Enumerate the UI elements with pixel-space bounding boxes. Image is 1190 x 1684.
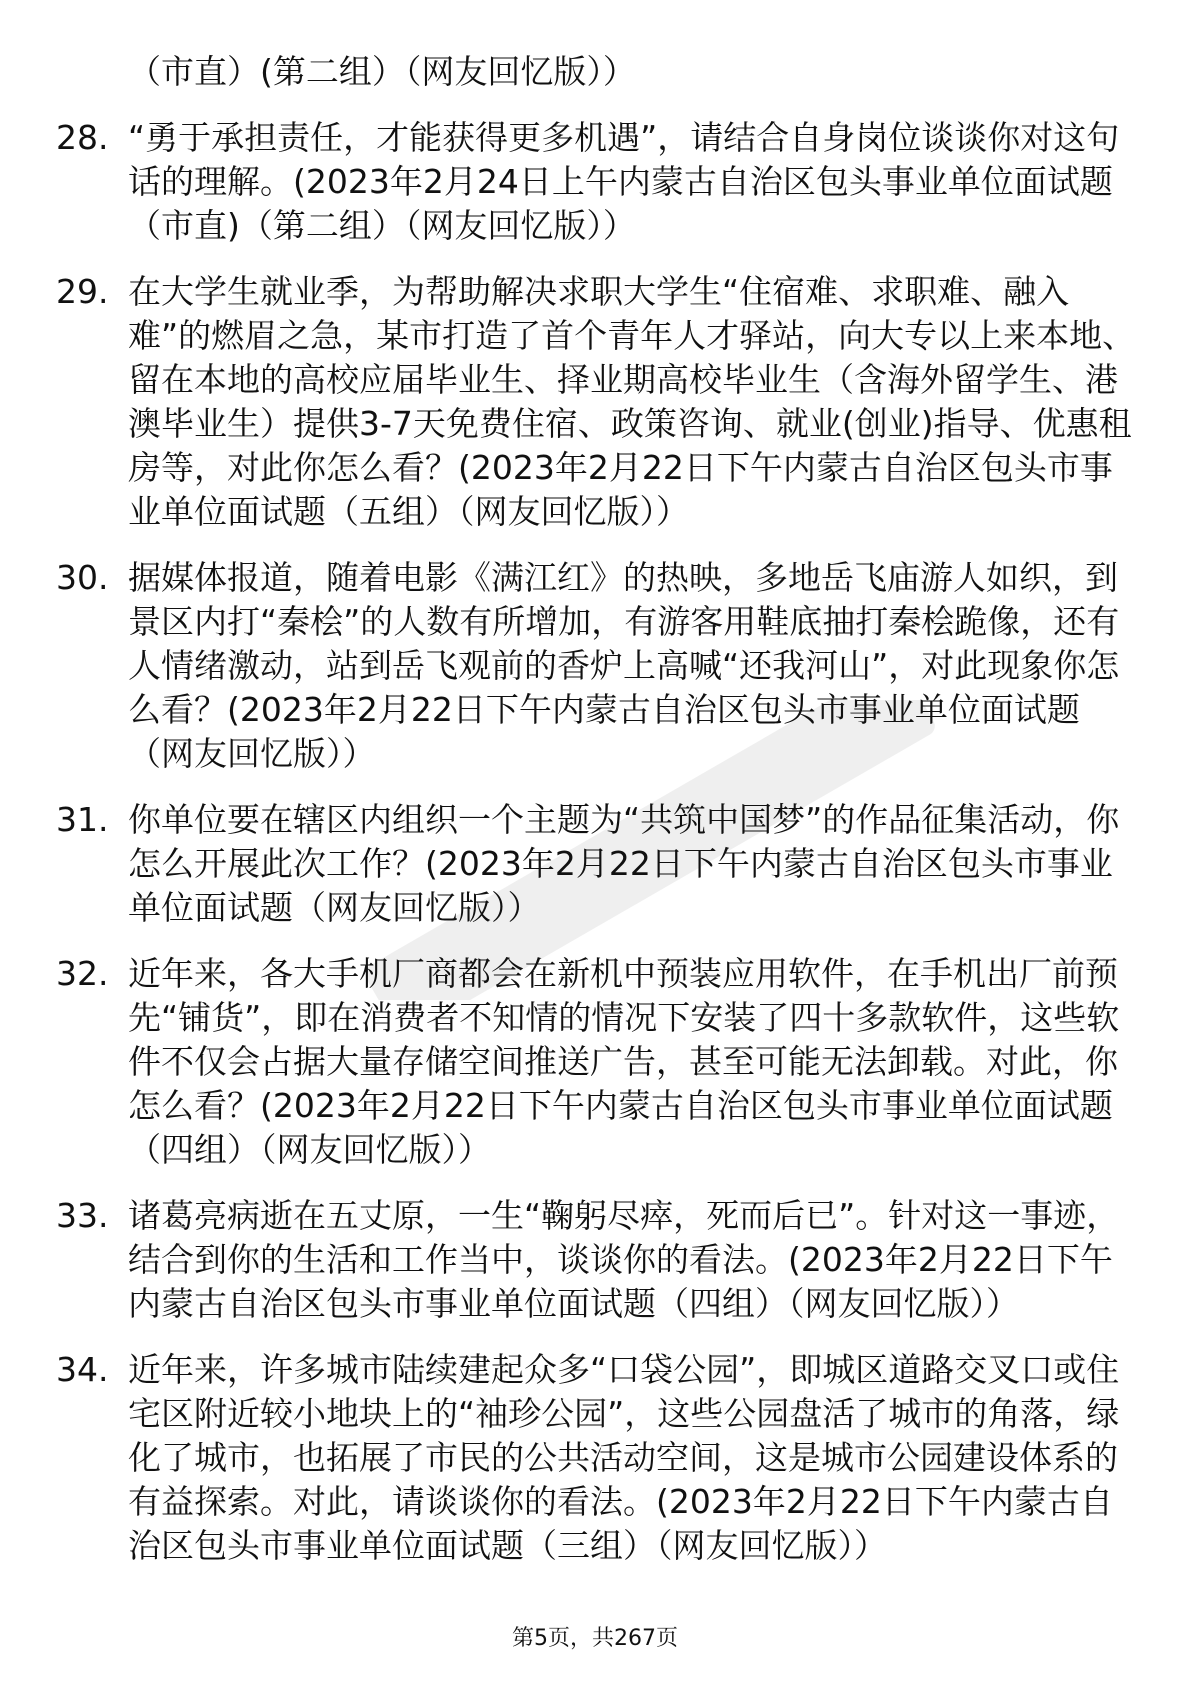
question-number: 29. — [56, 272, 109, 311]
page-footer: 第5页，共267页 — [512, 1626, 678, 1651]
question-text: 在大学生就业季，为帮助解决求职大学生“住宿难、求职难、融入难”的燃眉之急，某市打造了首个青年人才驿站，向大专以上来本地、留在本地的高校应届毕业生、择业期高校毕业生（含海外留学生、港澳毕业生）提供3-7天免费住宿、政策咨询、就业(创业)指导、优惠租房等，对此你怎么看？(2023年2月22日下午内蒙古自治区包头市事业单位面试题（五组）（网友回忆版）） — [128, 272, 1136, 531]
question-item — [56, 1194, 1136, 1326]
question-item — [56, 556, 1136, 776]
question-text: 诸葛亮病逝在五丈原，一生“鞠躬尽瘁，死而后已”。针对这一事迹，结合到你的生活和工作当中，谈谈你的看法。(2023年2月22日下午内蒙古自治区包头市事业单位面试题（四组）（网友回忆版）） — [128, 1196, 1120, 1323]
question-item — [56, 116, 1136, 248]
question-number: 33. — [56, 1196, 109, 1235]
question-text: 据媒体报道，随着电影《满江红》的热映，多地岳飞庙游人如织，到景区内打“秦桧”的人数有所增加，有游客用鞋底抽打秦桧跪像，还有人情绪激动，站到岳飞观前的香炉上高喊“还我河山”，对此现象你怎么看？(2023年2月22日下午内蒙古自治区包头市事业单位面试题（网友回忆版）） — [128, 558, 1120, 773]
question-number: 28. — [56, 118, 109, 157]
question-list — [56, 50, 1136, 1590]
question-item — [56, 270, 1136, 534]
question-number: 31. — [56, 800, 109, 839]
question-text: 近年来，各大手机厂商都会在新机中预装应用软件，在手机出厂前预先“铺货”，即在消费者不知情的情况下安装了四十多款软件，这些软件不仅会占据大量存储空间推送广告，甚至可能无法卸载。对此，你怎么看？(2023年2月22日下午内蒙古自治区包头市事业单位面试题（四组）（网友回忆版）） — [128, 954, 1120, 1169]
question-item — [56, 1348, 1136, 1568]
question-text: “勇于承担责任，才能获得更多机遇”，请结合自身岗位谈谈你对这句话的理解。(2023年2月24日上午内蒙古自治区包头事业单位面试题（市直)（第二组）（网友回忆版）） — [128, 118, 1120, 245]
question-number: 30. — [56, 558, 109, 597]
continuation-text: （市直）(第二组）（网友回忆版）） — [128, 52, 636, 91]
question-text: 近年来，许多城市陆续建起众多“口袋公园”，即城区道路交叉口或住宅区附近较小地块上的“袖珍公园”，这些公园盘活了城市的角落，绿化了城市，也拓展了市民的公共活动空间，这是城市公园建设体系的有益探索。对此，请谈谈你的看法。(2023年2月22日下午内蒙古自治区包头市事业单位面试题（三组）（网友回忆版）） — [128, 1350, 1120, 1565]
question-item — [56, 952, 1136, 1172]
question-item — [56, 798, 1136, 930]
question-text: 你单位要在辖区内组织一个主题为“共筑中国梦”的作品征集活动，你怎么开展此次工作？(2023年2月22日下午内蒙古自治区包头市事业单位面试题（网友回忆版）） — [128, 800, 1120, 927]
question-number: 32. — [56, 954, 109, 993]
question-number: 34. — [56, 1350, 109, 1389]
